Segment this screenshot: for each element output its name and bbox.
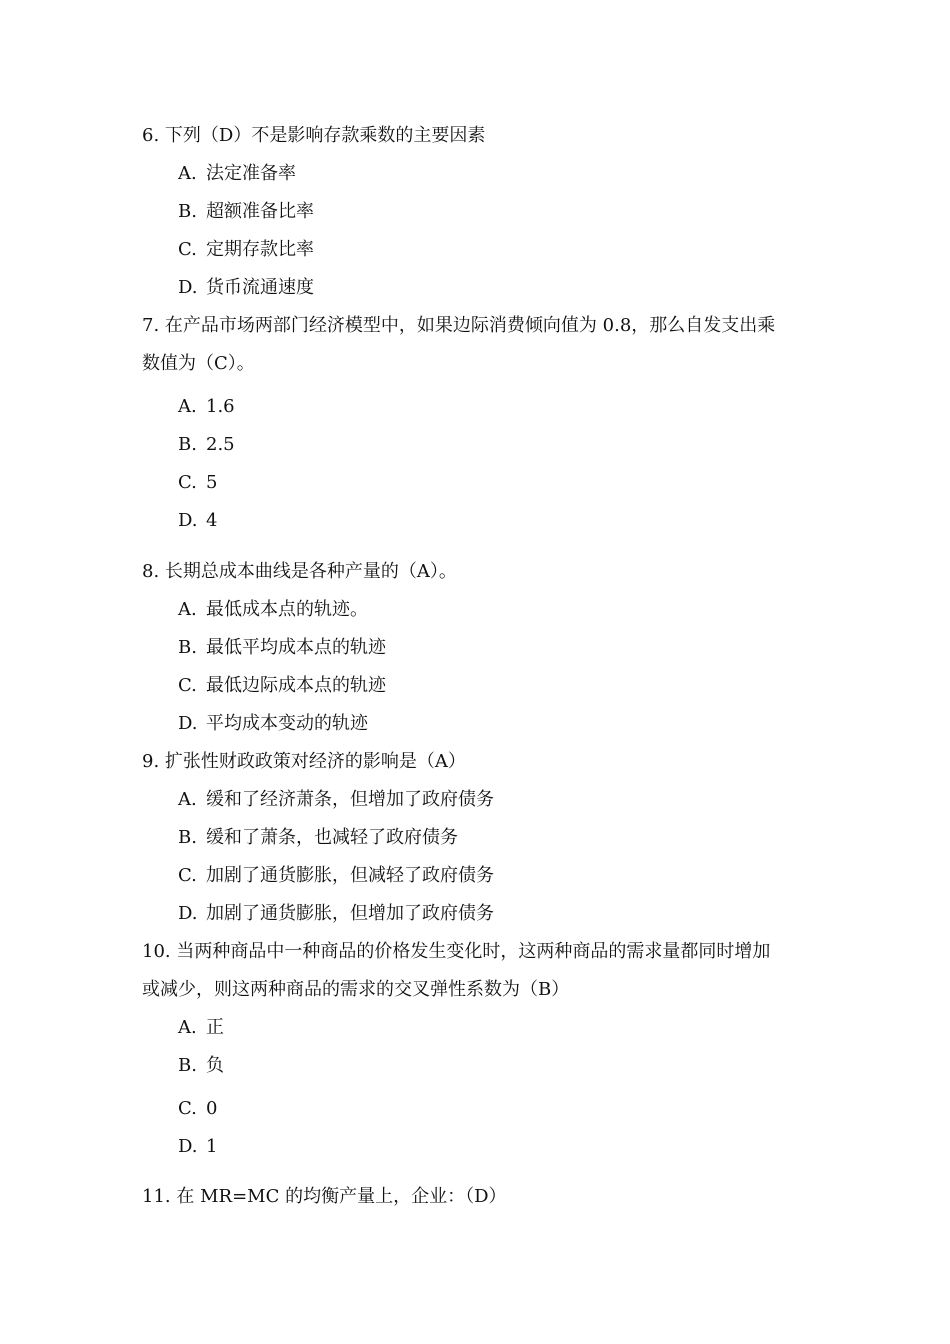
option-letter: B. <box>178 827 197 848</box>
question-8-option-d <box>178 712 368 736</box>
question-text: 或减少，则这两种商品的需求的交叉弹性系数为（B） <box>142 979 570 1000</box>
option-letter: D. <box>178 713 198 734</box>
option-letter: B. <box>178 201 197 222</box>
option-letter: C. <box>178 675 197 696</box>
option-letter: D. <box>178 510 198 531</box>
option-letter: B. <box>178 637 197 658</box>
option-letter: A. <box>178 789 197 810</box>
option-letter: B. <box>178 1055 197 1076</box>
question-7-option-c <box>178 471 217 495</box>
question-number: 11. <box>142 1186 171 1207</box>
question-number: 7. <box>142 315 160 336</box>
question-11-stem <box>142 1185 507 1209</box>
question-number: 8. <box>142 561 160 582</box>
option-letter: C. <box>178 239 197 260</box>
option-text: 超额准备比率 <box>206 201 314 222</box>
option-letter: A. <box>178 599 197 620</box>
question-6-option-d <box>178 276 314 300</box>
option-text: 5 <box>206 472 218 493</box>
question-number: 9. <box>142 751 160 772</box>
question-number: 10. <box>142 941 171 962</box>
question-6-option-c <box>178 238 314 262</box>
option-letter: D. <box>178 277 198 298</box>
option-text: 2.5 <box>206 434 235 455</box>
option-text: 4 <box>206 510 218 531</box>
option-text: 定期存款比率 <box>206 239 314 260</box>
question-7-stem <box>142 314 775 338</box>
question-text: 在 MR=MC 的均衡产量上，企业：（D） <box>176 1186 507 1207</box>
question-text: 数值为（C）。 <box>142 353 255 374</box>
question-10-stem <box>142 940 770 964</box>
option-text: 加剧了通货膨胀，但增加了政府债务 <box>206 903 494 924</box>
option-text: 0 <box>206 1098 218 1119</box>
question-6-option-b <box>178 200 314 224</box>
question-9-option-a <box>178 788 494 812</box>
question-text: 长期总成本曲线是各种产量的（A）。 <box>164 561 457 582</box>
option-text: 缓和了萧条，也减轻了政府债务 <box>206 827 458 848</box>
option-letter: A. <box>178 1017 197 1038</box>
question-9-stem <box>142 750 466 774</box>
question-10-option-b <box>178 1054 224 1078</box>
question-6-option-a <box>178 162 296 186</box>
option-text: 最低成本点的轨迹。 <box>206 599 368 620</box>
option-text: 加剧了通货膨胀，但减轻了政府债务 <box>206 865 494 886</box>
question-10-option-d <box>178 1135 217 1159</box>
question-text: 在产品市场两部门经济模型中，如果边际消费倾向值为 0.8，那么自发支出乘 <box>164 315 776 336</box>
question-8-option-c <box>178 674 386 698</box>
option-text: 平均成本变动的轨迹 <box>206 713 368 734</box>
option-letter: D. <box>178 903 198 924</box>
question-8-option-b <box>178 636 386 660</box>
question-8-option-a <box>178 598 368 622</box>
question-7-stem-continued <box>142 352 255 376</box>
option-letter: C. <box>178 865 197 886</box>
question-7-option-a <box>178 395 235 419</box>
option-text: 法定准备率 <box>206 163 296 184</box>
question-10-stem-continued <box>142 978 569 1002</box>
question-6-stem <box>142 124 485 148</box>
option-text: 最低平均成本点的轨迹 <box>206 637 386 658</box>
option-text: 1 <box>206 1136 218 1157</box>
question-number: 6. <box>142 125 160 146</box>
option-text: 1.6 <box>206 396 235 417</box>
option-text: 货币流通速度 <box>206 277 314 298</box>
question-text: 扩张性财政政策对经济的影响是（A） <box>164 751 466 772</box>
question-9-option-c <box>178 864 494 888</box>
option-letter: A. <box>178 396 197 417</box>
question-9-option-d <box>178 902 494 926</box>
question-9-option-b <box>178 826 458 850</box>
option-letter: D. <box>178 1136 198 1157</box>
option-text: 最低边际成本点的轨迹 <box>206 675 386 696</box>
question-text: 当两种商品中一种商品的价格发生变化时，这两种商品的需求量都同时增加 <box>176 941 771 962</box>
option-text: 负 <box>206 1055 224 1076</box>
question-8-stem <box>142 560 457 584</box>
option-text: 缓和了经济萧条，但增加了政府债务 <box>206 789 494 810</box>
question-7-option-b <box>178 433 235 457</box>
question-10-option-a <box>178 1016 224 1040</box>
option-letter: A. <box>178 163 197 184</box>
option-text: 正 <box>206 1017 224 1038</box>
question-7-option-d <box>178 509 217 533</box>
option-letter: C. <box>178 472 197 493</box>
question-10-option-c <box>178 1097 217 1121</box>
option-letter: C. <box>178 1098 197 1119</box>
question-text: 下列（D）不是影响存款乘数的主要因素 <box>164 125 486 146</box>
option-letter: B. <box>178 434 197 455</box>
